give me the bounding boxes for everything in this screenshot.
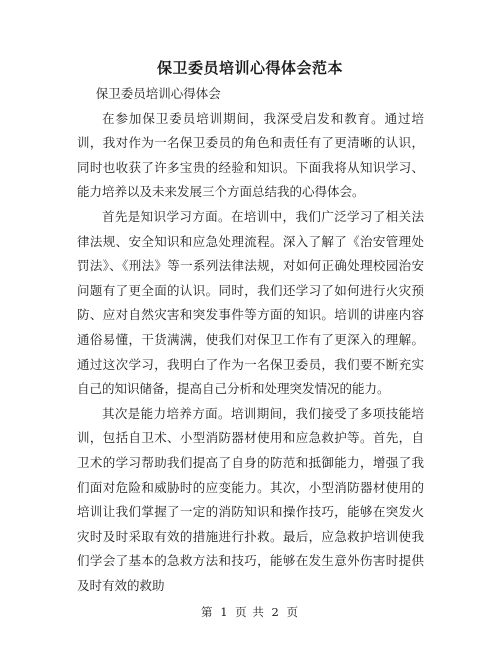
document-body bbox=[77, 82, 424, 598]
paragraph-knowledge: 首先是知识学习方面。在培训中，我们广泛学习了相关法律法规、安全知识和应急处理流程。深入了解了《治安管理处罚法》、《刑法》等一系列法律法规，对如何正确处理校园治安问题有了更全面的认识。同时，我们还学习了如何进行火灾预防、应对自然灾害和突发事件等方面的知识。培训的讲座内容通俗易懂，干货满满，使我们对保卫工作有了更深入的理解。通过这次学习，我明白了作为一名保卫委员，我们要不断充实自己的知识储备，提高自己分析和处理突发情况的能力。 bbox=[77, 208, 424, 397]
page-footer bbox=[0, 604, 500, 620]
document-subtitle: 保卫委员培训心得体会 bbox=[95, 86, 221, 101]
footer-page-number: 1 bbox=[220, 605, 229, 619]
paragraph-ability: 其次是能力培养方面。培训期间，我们接受了多项技能培训，包括自卫术、小型消防器材使用和应急救护等。首先，自卫术的学习帮助我们提高了自身的防范和抵御能力，增强了我们面对危险和威胁时的应变能力。其次，小型消防器材使用的培训让我们掌握了一定的消防知识和操作技巧，能够在突发火灾时及时采取有效的措施进行扑救。最后，应急救护培训使我们学会了基本的急救方法和技巧，能够在发生意外伤害时提供及时有效的救助 bbox=[77, 405, 424, 593]
footer-prefix: 第 bbox=[201, 605, 214, 619]
footer-middle: 页 共 bbox=[235, 605, 265, 619]
document-title: 保卫委员培训心得体会范本 bbox=[156, 59, 343, 77]
paragraph-intro: 在参加保卫委员培训期间，我深受启发和教育。通过培训，我对作为一名保卫委员的角色和责任有了更清晰的认识，同时也收获了许多宝贵的经验和知识。下面我将从知识学习、能力培养以及未来发展三个方面总结我的心得体会。 bbox=[77, 110, 424, 200]
footer-total-pages: 2 bbox=[271, 605, 280, 619]
footer-suffix: 页 bbox=[286, 605, 299, 619]
